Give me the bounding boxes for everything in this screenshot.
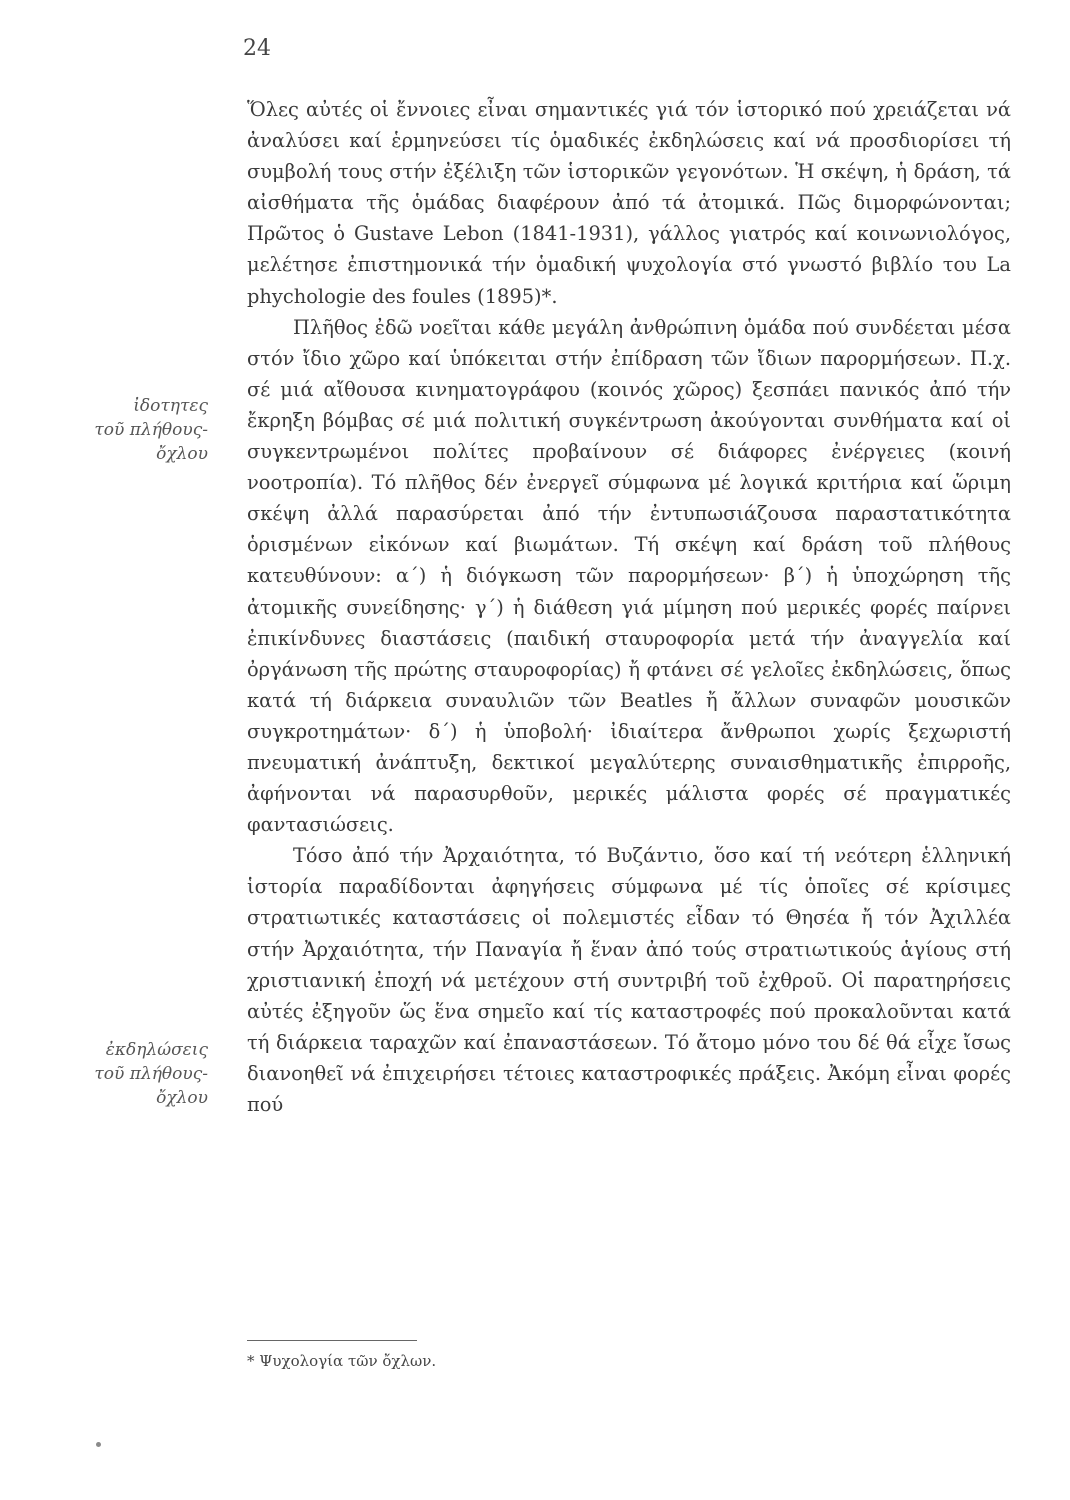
margin-note-line: τοῦ πλήθους- <box>94 420 208 440</box>
footnote-divider <box>247 1340 417 1341</box>
margin-note-line: ὄχλου <box>156 444 208 464</box>
margin-note-line: τοῦ πλήθους- <box>94 1064 208 1084</box>
page-speck <box>96 1442 101 1447</box>
margin-note-line: ὄχλου <box>156 1088 208 1108</box>
margin-note-crowd-manifestations <box>94 1038 208 1110</box>
paragraph-concepts: Ὅλες αὐτές οἱ ἔννοιες εἶναι σημαντικές γιά τόν ἱστορικό πού χρειάζεται νά ἀναλύσει καί ἑρμηνεύσει τίς ὁμαδικές ἐκδηλώσεις καί νά προσδιορίσει τή συμβολή τους στήν ἐξέλιξη τῶν ἱστορικῶν γεγονότων. Ἡ σκέψη, ἡ δράση, τά αἰσθήματα τῆς ὁμάδας διαφέρουν ἀπό τά ἀτομικά. Πῶς διμορφώνονται; Πρῶτος ὁ Gustave Lebon (1841-1931), γάλλος γιατρός καί κοινωνιολόγος, μελέτησε ἐπιστημονικά τήν ὁμαδική ψυχολογία στό γνωστό βιβλίο του La phychologie des foules (1895)*. <box>247 98 1011 308</box>
margin-note-crowd-traits <box>94 394 208 466</box>
body-text <box>247 94 1011 1120</box>
paragraph-crowd: Πλῆθος ἐδῶ νοεῖται κάθε μεγάλη ἀνθρώπινη ὁμάδα πού συνδέεται μέσα στόν ἴδιο χῶρο καί ὑπόκειται στήν ἐπίδραση τῶν ἴδιων παρορμήσεων. Π.χ. σέ μιά αἴθουσα κινηματογράφου (κοινός χῶρος) ξεσπάει πανικός ἀπό τήν ἔκρηξη βόμβας σέ μιά πολιτική συγκέντρωση ἀκούγονται συνθήματα καί οἱ συγκεντρωμένοι πολίτες προβαίνουν σέ διάφορες ἐνέργειες (κοινή νοοτροπία). Τό πλῆθος δέν ἐνεργεῖ σύμφωνα μέ λογικά κριτήρια καί ὥριμη σκέψη ἀλλά παρασύρεται ἀπό τήν ἐντυπωσιάζουσα παραστατικότητα ὁρισμένων εἰκόνων καί βιωμάτων. Τή σκέψη καί δράση τοῦ πλήθους κατευθύνουν: α΄) ἡ διόγκωση τῶν παρορμήσεων· β΄) ἡ ὑποχώρηση τῆς ἀτομικῆς συνείδησης· γ΄) ἡ διάθεση γιά μίμηση πού μερικές φορές παίρνει ἐπικίνδυνες διαστάσεις (παιδική σταυροφορία μετά τήν ἀναγγελία καί ὀργάνωση τῆς πρώτης σταυροφορίας) ἤ φτάνει σέ γελοῖες ἐκδηλώσεις, ὅπως κατά τή διάρκεια συναυλιῶν τῶν Beatles ἤ ἄλλων συναφῶν μουσικῶν συγκροτημάτων· δ΄) ἡ ὑποβολή· ἰδιαίτερα ἄνθρωποι χωρίς ξεχωριστή πνευματική ἀνάπτυξη, δεκτικοί μεγαλύτερης συναισθηματικῆς ἐπιρροῆς, ἀφήνονται νά παρασυρθοῦν, μερικές μάλιστα φορές σέ πραγματικές φαντασιώσεις. <box>247 315 1011 837</box>
page-number: 24 <box>243 36 271 61</box>
footnote: * Ψυχολογία τῶν ὄχλων. <box>247 1352 437 1370</box>
paragraph-history: Τόσο ἀπό τήν Ἀρχαιότητα, τό Βυζάντιο, ὅσο καί τή νεότερη ἑλληνική ἱστορία παραδίδονται ἀφηγήσεις σύμφωνα μέ τίς ὁποῖες σέ κρίσιμες στρατιωτικές καταστάσεις οἱ πολεμιστές εἶδαν τό Θησέα ἤ τόν Ἀχιλλέα στήν Ἀρχαιότητα, τήν Παναγία ἤ ἕναν ἀπό τούς στρατιωτικούς ἁγίους στή χριστιανική ἐποχή νά μετέχουν στή συντριβή τοῦ ἐχθροῦ. Οἱ παρατηρήσεις αὐτές ἐξηγοῦν ὥς ἕνα σημεῖο καί τίς καταστροφές πού προκαλοῦνται κατά τή διάρκεια ταραχῶν καί ἐπαναστάσεων. Τό ἄτομο μόνο του δέ θά εἶχε ἴσως διανοηθεῖ νά ἐπιχειρήσει τέτοιες καταστροφικές πράξεις. Ἀκόμη εἶναι φορές πού <box>247 844 1011 1116</box>
margin-note-line: ἐκδηλώσεις <box>105 1040 208 1060</box>
margin-note-line: ἰδοτητες <box>133 396 208 416</box>
